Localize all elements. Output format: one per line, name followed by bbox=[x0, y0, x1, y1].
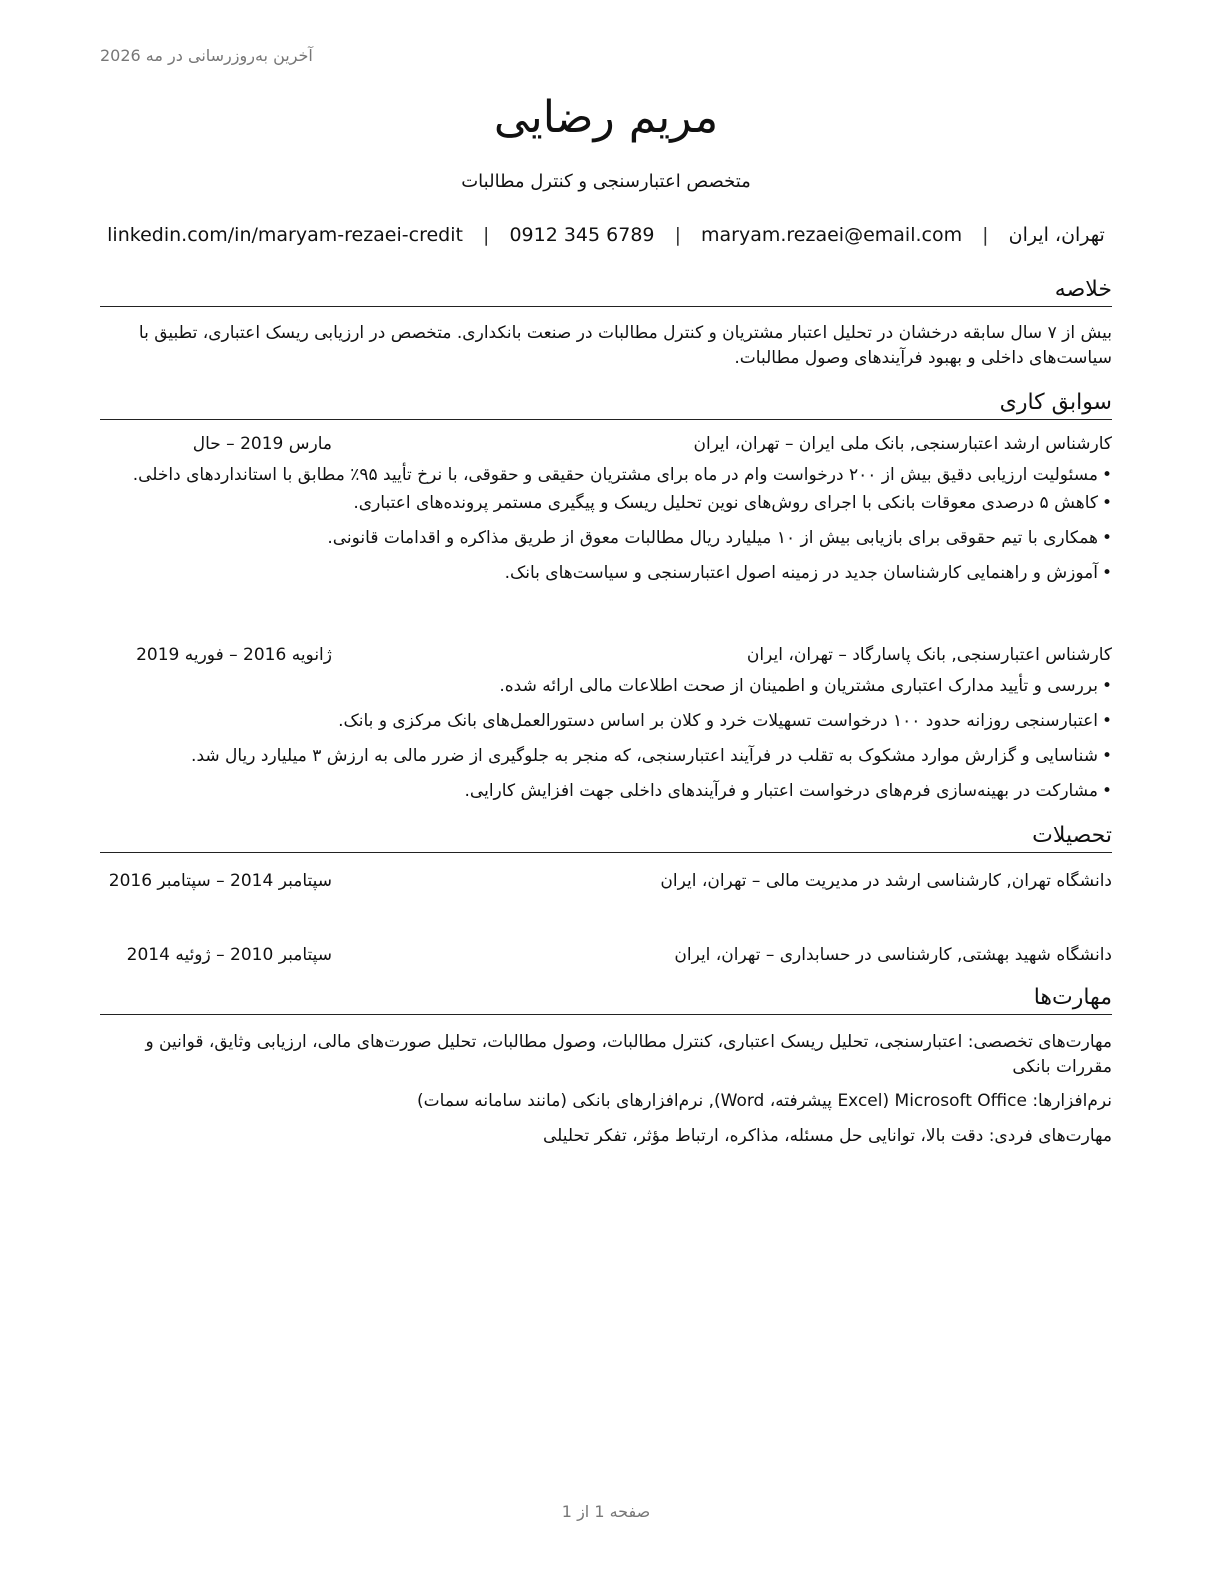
job-bullets bbox=[100, 463, 1112, 586]
list-item: • بررسی و تأیید مدارک اعتباری مشتریان و اطمینان از صحت اطلاعات مالی ارائه شده. bbox=[100, 674, 1112, 699]
list-item: • شناسایی و گزارش موارد مشکوک به تقلب در فرآیند اعتبارسنجی، که منجر به جلوگیری از ضرر مالی به ارزش ۳ میلیارد ریال شد. bbox=[100, 744, 1112, 769]
job-bullets bbox=[100, 674, 1112, 804]
resume-page bbox=[100, 0, 1112, 1584]
contact-separator: | bbox=[674, 224, 681, 246]
skills-line: نرم‌افزارها: Microsoft Office (Excel پیشرفته، Word), نرم‌افزارهای بانکی (مانند سامانه سمات) bbox=[417, 1091, 1112, 1111]
education-dates: سپتامبر 2014 – سپتامبر 2016 bbox=[108, 871, 332, 891]
job-title: کارشناس اعتبارسنجی, بانک پاسارگاد – تهران، ایران bbox=[746, 645, 1112, 665]
contact-separator: | bbox=[483, 224, 490, 246]
list-item: • مسئولیت ارزیابی دقیق بیش از ۲۰۰ درخواست وام در ماه برای مشتریان حقیقی و حقوقی، با نرخ تأیید ۹۵٪ مطابق با استانداردهای داخلی. bbox=[100, 463, 1112, 488]
job-dates: مارس 2019 – حال bbox=[192, 434, 332, 454]
job-subtitle: متخصص اعتبارسنجی و کنترل مطالبات bbox=[461, 171, 751, 192]
list-item: • اعتبارسنجی روزانه حدود ۱۰۰ درخواست تسهیلات خرد و کلان بر اساس دستورالعمل‌های بانک مرکزی و بانک. bbox=[100, 709, 1112, 734]
person-name: مریم رضایی bbox=[493, 92, 719, 143]
page-number: صفحه 1 از 1 bbox=[561, 1502, 651, 1521]
education-entry bbox=[100, 868, 1112, 920]
education-title: دانشگاه تهران, کارشناسی ارشد در مدیریت مالی – تهران، ایران bbox=[660, 871, 1112, 891]
education-title: دانشگاه شهید بهشتی, کارشناسی در حسابداری – تهران، ایران bbox=[674, 945, 1112, 965]
contact-email[interactable]: maryam.rezaei@email.com bbox=[701, 224, 963, 246]
job-title: کارشناس ارشد اعتبارسنجی, بانک ملی ایران – تهران، ایران bbox=[693, 434, 1112, 454]
job-header bbox=[100, 431, 1112, 457]
job-header bbox=[100, 642, 1112, 668]
last-updated: آخرین به‌روزرسانی در مه 2026 bbox=[100, 46, 313, 65]
contact-linkedin[interactable]: linkedin.com/in/maryam-rezaei-credit bbox=[107, 224, 463, 246]
contact-phone[interactable]: 0912 345 6789 bbox=[509, 224, 655, 246]
education-dates: سپتامبر 2010 – ژوئیه 2014 bbox=[126, 945, 332, 965]
education-entry bbox=[100, 942, 1112, 968]
education-heading: تحصیلات bbox=[100, 822, 1112, 853]
list-item: • آموزش و راهنمایی کارشناسان جدید در زمینه اصول اعتبارسنجی و سیاست‌های بانک. bbox=[100, 561, 1112, 586]
contact-separator: | bbox=[982, 224, 989, 246]
contact-line bbox=[100, 224, 1112, 246]
summary-text: بیش از ۷ سال سابقه درخشان در تحلیل اعتبار مشتریان و کنترل مطالبات در صنعت بانکداری. متخصص در ارزیابی ریسک اعتباری، تطبیق با سیاست‌های داخلی و بهبود فرآیندهای وصول مطالبات. bbox=[138, 323, 1112, 368]
contact-location: تهران، ایران bbox=[1008, 224, 1105, 246]
skills-line: مهارت‌های تخصصی: اعتبارسنجی، تحلیل ریسک اعتباری، کنترل مطالبات، وصول مطالبات، تحلیل صورت‌های مالی، ارزیابی وثایق، قوانین و مقررات بانکی bbox=[145, 1032, 1112, 1077]
summary-heading: خلاصه bbox=[100, 276, 1112, 307]
experience-heading: سوابق کاری bbox=[100, 389, 1112, 420]
skills-line: مهارت‌های فردی: دقت بالا، توانایی حل مسئله، مذاکره، ارتباط مؤثر، تفکر تحلیلی bbox=[542, 1126, 1112, 1146]
skills-heading: مهارت‌ها bbox=[100, 984, 1112, 1015]
job-dates: ژانویه 2016 – فوریه 2019 bbox=[136, 645, 332, 665]
list-item: • کاهش ۵ درصدی معوقات بانکی با اجرای روش‌های نوین تحلیل ریسک و پیگیری مستمر پرونده‌های اعتباری. bbox=[100, 491, 1112, 516]
list-item: • مشارکت در بهینه‌سازی فرم‌های درخواست اعتبار و فرآیندهای داخلی جهت افزایش کارایی. bbox=[100, 779, 1112, 804]
list-item: • همکاری با تیم حقوقی برای بازیابی بیش از ۱۰ میلیارد ریال مطالبات معوق از طریق مذاکره و اقدامات قانونی. bbox=[100, 526, 1112, 551]
